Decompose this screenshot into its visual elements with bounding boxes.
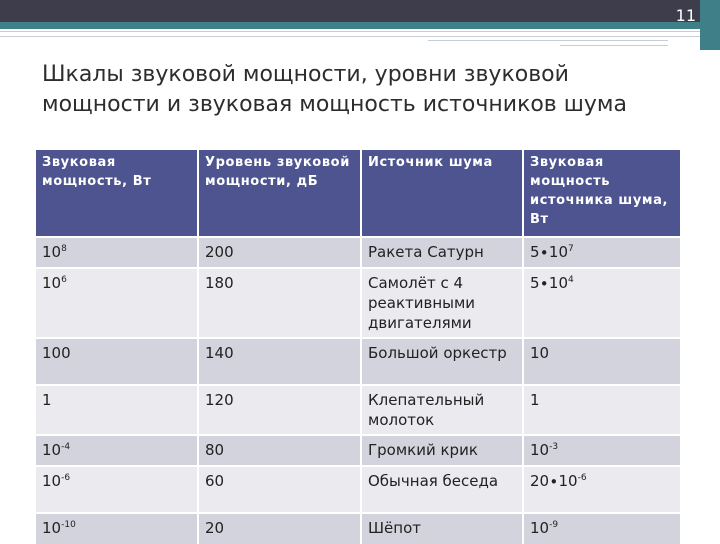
power-cell — [36, 466, 198, 513]
source-power-cell — [523, 513, 680, 544]
top-accent-stripe — [0, 22, 720, 29]
source-power-cell-base: 5∙10 — [530, 274, 569, 292]
table-row — [36, 466, 680, 513]
corner-accent-block — [700, 0, 720, 50]
column-header: Уровень звуковой мощности, дБ — [198, 150, 361, 237]
table-row — [36, 513, 680, 544]
source-cell: Громкий крик — [361, 435, 523, 466]
source-power-cell-base: 10 — [530, 344, 550, 362]
decorative-line — [0, 31, 700, 32]
source-cell: Большой оркестр — [361, 338, 523, 385]
level-cell: 180 — [198, 268, 361, 338]
power-cell-exponent: -10 — [61, 520, 76, 530]
table-row — [36, 435, 680, 466]
source-power-cell — [523, 435, 680, 466]
column-header: Источник шума — [361, 150, 523, 237]
power-cell-base: 10 — [42, 274, 62, 292]
table-row — [36, 268, 680, 338]
power-cell — [36, 435, 198, 466]
power-cell-base: 10 — [42, 441, 62, 459]
source-power-cell — [523, 385, 680, 435]
power-cell — [36, 338, 198, 385]
decorative-line — [0, 36, 700, 37]
power-cell-base: 100 — [42, 344, 71, 362]
source-power-cell-exponent: -3 — [549, 442, 559, 452]
power-cell-exponent: 8 — [61, 244, 67, 254]
level-cell: 200 — [198, 237, 361, 268]
source-cell: Шёпот — [361, 513, 523, 544]
power-cell-exponent: 6 — [61, 275, 67, 285]
power-cell-base: 10 — [42, 472, 62, 490]
column-header: Звуковая мощность источника шума, Вт — [523, 150, 680, 237]
table-header-row — [36, 150, 680, 237]
source-power-cell-exponent: 4 — [568, 275, 574, 285]
column-header: Звуковая мощность, Вт — [36, 150, 198, 237]
level-cell: 20 — [198, 513, 361, 544]
source-power-cell — [523, 466, 680, 513]
source-cell: Самолёт с 4 реактивными двигателями — [361, 268, 523, 338]
level-cell: 120 — [198, 385, 361, 435]
power-cell-exponent: -6 — [61, 473, 71, 483]
source-power-cell-base: 1 — [530, 391, 540, 409]
power-cell-base: 1 — [42, 391, 52, 409]
source-power-cell-base: 20∙10 — [530, 472, 578, 490]
decorative-line — [560, 45, 668, 46]
table-row — [36, 385, 680, 435]
power-cell-base: 10 — [42, 243, 62, 261]
slide-title: Шкалы звуковой мощности, уровни звуковой мощности и звуковая мощность источников шума — [42, 62, 627, 117]
top-bar — [0, 0, 720, 22]
source-power-cell-base: 10 — [530, 441, 550, 459]
table-row — [36, 237, 680, 268]
source-cell: Клепательный молоток — [361, 385, 523, 435]
source-power-cell-exponent: -6 — [577, 473, 587, 483]
level-cell: 80 — [198, 435, 361, 466]
decorative-line — [428, 40, 668, 41]
source-power-cell — [523, 268, 680, 338]
sound-power-table — [36, 150, 680, 544]
table-body — [36, 237, 680, 544]
source-cell: Обычная беседа — [361, 466, 523, 513]
level-cell: 140 — [198, 338, 361, 385]
level-cell: 60 — [198, 466, 361, 513]
power-cell-base: 10 — [42, 519, 62, 537]
source-power-cell — [523, 338, 680, 385]
source-power-cell-base: 10 — [530, 519, 550, 537]
table-row — [36, 338, 680, 385]
source-cell: Ракета Сатурн — [361, 237, 523, 268]
source-power-cell-exponent: 7 — [568, 244, 574, 254]
power-cell — [36, 237, 198, 268]
slide-number: 11 — [675, 6, 696, 25]
power-cell-exponent: -4 — [61, 442, 71, 452]
source-power-cell-exponent: -9 — [549, 520, 559, 530]
source-power-cell-base: 5∙10 — [530, 243, 569, 261]
power-cell — [36, 385, 198, 435]
power-cell — [36, 513, 198, 544]
source-power-cell — [523, 237, 680, 268]
power-cell — [36, 268, 198, 338]
